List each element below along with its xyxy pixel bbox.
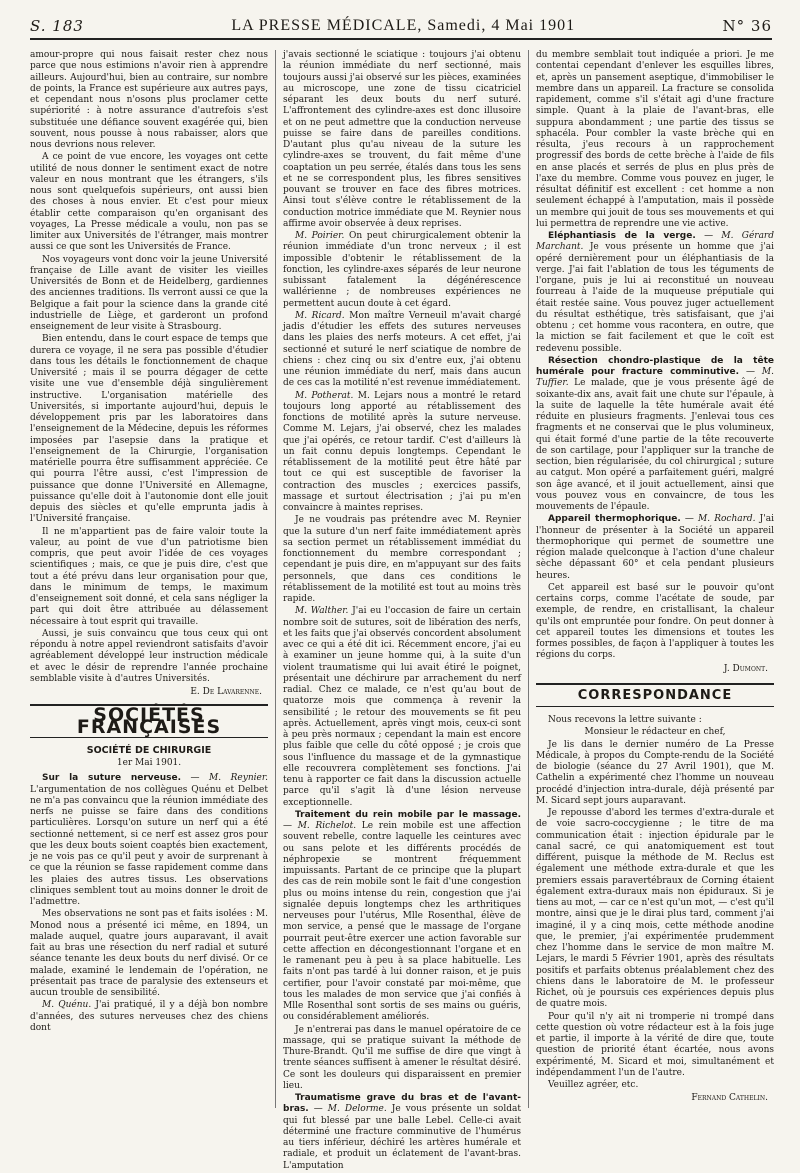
text: J'ai pratiqué, il y a déjà bon nombre d'années, des sutures nerveuses chez des chiens dont [30, 1000, 268, 1033]
author: — M. Delorme. [313, 1104, 387, 1115]
paragraph: Il ne m'appartient pas de faire valoir toute la valeur, au point de vue d'un patriotisme bien compris, que peut avoir l'idée de ces voyages scientifiques ; mais, ce que je puis dire, c'est que tout a été prévu dans leur organisation pour que, dans le minimum de temps, le maximum d'enseignement soit donné, et cela sans négliger la part qui doit être attribuée au délassement nécessaire à tout esprit qui travaille. [30, 526, 268, 627]
salutation: Monsieur le rédacteur en chef, [584, 727, 726, 738]
text: Je vous présente un homme que j'ai opéré dernièrement pour un éléphantiasis de la verge. J'ai fait l'ablation de tous les téguments de l'organe, puis je lui ai reconstitué un nouveau fourreau à l'aide de la muqueuse préputiale qui était restée saine. Vous pouvez juger actuellement du résultat esthétique, très satisfaisant, que j'ai obtenu ; cet homme vous racontera, en outre, que la miction se fait facilement et que le coït est redevenu possible. [536, 242, 774, 354]
topic-heading: Résection chondro-plastique de la tête humérale pour fracture comminutive. [536, 355, 774, 377]
article-signature: J. Dumont. [723, 663, 768, 674]
paragraph: Je ne voudrais pas prétendre avec M. Reynier que la suture d'un nerf faite immédiatement après sa section permet un rétablissement immédiat du fonctionnement du membre correspondant ; cependant je puis dire, en m'appuyant sur des faits personnels, que dans ces conditions le rétablissement de la motilité est tout au moins très rapide. [283, 515, 521, 604]
text: Le rein mobile est une affection souvent rebelle, contre laquelle les ceintures avec ou sans pelote et les différents procédés de néphropexie se montrent fréquemment impuissants. Partant de ce principe que la plupart des cas de rein mobile sont le fait d'une congestion plus ou moins intense du rein, congestion que j'ai signalée depuis longtemps chez les arthritiques nerveuses pour l'utérus, Mlle Rosenthal, élève de mon service, a pensé que le massage de l'organe pourrait peut-être exercer une action favorable sur cette affection en décongestionnant l'organe et en le ramenant peu à peu à sa place habituelle. Les faits n'ont pas tardé à lui donner raison, et je puis certifier, pour l'avoir constaté par moi-même, que tous les malades de mon service que j'ai confiés à Mlle Rosenthal sont sortis de ses mains ou guéris, ou considérablement améliorés. [283, 821, 521, 1023]
section-title: SOCIÉTÉS FRANÇAISES [30, 704, 268, 738]
issue-number: N° 36 [722, 17, 772, 35]
paragraph: Cet appareil est basé sur le pouvoir qu'ont certains corps, comme l'acétate de soude, par exemple, de rendre, en cristallisant, la chaleur qu'ils ont empruntée pour fondre. On peut donner à cet appareil toutes les dimensions et toutes les formes possibles, de façon à l'appliquer à toutes les régions du corps. [536, 582, 774, 661]
paragraph: A ce point de vue encore, les voyages ont cette utilité de nous donner le sentiment exact de notre valeur en nous montrant que les étrangers, s'ils nous sont quelquefois supérieurs, ont aussi bien des choses à nous envier. Et c'est pour mieux établir cette comparaison qu'en organisant des voyages, La Presse médicale a voulu, non pas se limiter aux Universités de l'étranger, mais montrer aussi ce que sont les Universités de France. [30, 152, 268, 253]
paragraph [283, 231, 521, 310]
topic-heading: Traumatisme grave du bras et de l'avant-bras. [283, 1093, 521, 1115]
column-divider [275, 50, 276, 1108]
topic-heading: Traitement du rein mobile par le massage. [295, 809, 521, 820]
correspondence-title: CORRESPONDANCE [536, 683, 774, 707]
text: L'argumentation de nos collègues Quénu et Delbet ne m'a pas convaincu que la réunion immédiate des nerfs ne puisse se faire dans des conditions particulières. Lorsqu'on suture un nerf qui a été sectionné nettement, si ce nerf est assez gros pour que les deux bouts soient coaptés bien exactement, je ne vois pas ce qu'il peut y avoir de surprenant à ce que la réunion se fasse rapidement comme dans les plaies des autres tissus. Les observations cliniques semblent tout au moins donner le droit de l'admettre. [30, 784, 268, 907]
page-header [30, 14, 772, 40]
paragraph [283, 311, 521, 390]
paragraph: Je lis dans le dernier numéro de La Presse Médicale, à propos du Compte-rendu de la Société de biologie (séance du 27 Avril 1901), que M. Cathelin a expérimenté chez l'homme un nouveau procédé d'injection intra-durale, déjà présenté par M. Sicard sept jours auparavant. [536, 739, 774, 806]
paragraph [283, 810, 521, 1024]
paragraph [536, 514, 774, 582]
page-number: S. 183 [30, 17, 84, 35]
session-date: 1er Mai 1901. [116, 758, 182, 768]
author: M. Poirier. [295, 231, 345, 241]
author: M. Potherat. [295, 390, 354, 401]
topic-heading: Sur la suture nerveuse. [42, 773, 182, 784]
paragraph: Mes observations ne sont pas et faits isolées : M. Monod nous a présenté ici même, en 1894, un malade auquel, quatre jours auparavant, il avait fait au bras une résection du nerf radial et suturé séance tenante les deux bouts du nerf divisé. Or ce malade, examiné le lendemain de l'opération, ne présentait pas trace de paralysie des extenseurs et aucun trouble de sensibilité. [30, 909, 268, 998]
author: M. Ricard. [295, 310, 345, 321]
paragraph: Nos voyageurs vont donc voir la jeune Université française de Lille avant de visiter les vieilles Universités de Bonn et de Heidelberg, gardiennes des anciennes traditions. Ils verront aussi ce que la Belgique a fait pour la science dans la grande cité industrielle de Liège, et garderont un profond enseignement de leur visite à Strasbourg. [30, 254, 268, 332]
author: — M. Richelot. [283, 821, 357, 831]
paragraph [283, 606, 521, 809]
text: M. Lejars nous a montré le retard toujours long apporté au rétablissement des fonctions de motilité après la suture nerveuse. Comme M. Lejars, j'ai observé, chez les malades que j'ai opérés, ce retour tardif. C'est d'ailleurs là un fait connu depuis longtemps. Cependant le rétablissement de la motilité peut être hâté par tout ce qui est susceptible de favoriser la contraction des muscles ; exercices passifs, massage et surtout électrisation ; j'ai pu m'en convaincre à maintes reprises. [283, 390, 521, 513]
paragraph: Veuillez agréer, etc. [548, 1080, 639, 1090]
author: M. Walther. [295, 606, 349, 617]
letter-signature: Fernand Cathelin. [691, 1093, 768, 1104]
text: J'ai l'honneur de présenter à la Société un appareil thermophorique qui permet de soumettre une région malade quelconque à l'action d'une chaleur sèche dépassant 60° et cela pendant plusieurs heures. [536, 514, 774, 581]
paragraph: amour-propre qui nous faisait rester chez nous parce que nous estimions n'avoir rien à apprendre ailleurs. Aujourd'hui, bien au contraire, sur nombre de points, la France est supérieure aux autres pays, et cependant nous n'osons plus proclamer cette supériorité : à notre assurance d'autrefois s'est substituée une défiance souvent exagérée qui, bien souvent, nous pousse à nous rabaisser, alors que nous devrions nous relever. [30, 50, 268, 150]
paragraph: Je n'entrerai pas dans le manuel opératoire de ce massage, qui se pratique suivant la méthode de Thure-Brandt. Qu'il me suffise de dire que vingt à trente séances suffisent à amener le résultat désiré. Ce sont les douleurs qui disparaissent en premier lieu. [283, 1024, 521, 1091]
paragraph [283, 1093, 521, 1172]
topic-heading: Appareil thermophorique. [548, 514, 681, 525]
paragraph [283, 391, 521, 515]
article-signature: E. De Lavarenne. [190, 687, 262, 697]
text: Mon maître Verneuil m'avait chargé jadis d'étudier les effets des sutures nerveuses dans les plaies des nerfs moteurs. A cet effet, j'ai sectionné et suturé le nerf sciatique de nombre de chiens : chez cinq ou six d'entre eux, j'ai obtenu une réunion immédiate du nerf, mais dans aucun de ces cas la motilité n'est revenue immédiatement. [283, 310, 521, 389]
topic-heading: Eléphantiasis de la verge. [548, 231, 696, 241]
column-1 [30, 50, 268, 1035]
paragraph [536, 231, 774, 355]
journal-title: LA PRESSE MÉDICALE, Samedi, 4 Mai 1901 [231, 17, 576, 34]
paragraph: j'avais sectionné le sciatique : toujours j'ai obtenu la réunion immédiate du nerf sectionné, mais toujours aussi j'ai observé sur les pièces, examinées au microscope, une zone de tissu cicatriciel séparant les deux bouts du nerf suturé. L'affrontement des cylindre-axes est donc illusoire et on ne peut admettre que la conduction nerveuse puisse se faire dans de pareilles conditions. D'autant plus qu'au niveau de la suture les cylindre-axes se trouvent, du fait même d'une coaptation un peu serrée, étalés dans tous les sens et ne se correspondent plus, les fibres sensitives pouvant se trouver en face des fibres motrices. Ainsi tout s'élève contre le rétablissement de la conduction motrice immédiate que M. Reynier nous affirme avoir observée à deux reprises. [283, 50, 522, 229]
author: — M. Reynier. [190, 773, 268, 784]
paragraph: du membre semblait tout indiquée a priori. Je me contentai cependant d'enlever les esquilles libres, et, après un pansement aseptique, d'immobiliser le membre dans un appareil. La fracture se consolida rapidement, comme s'il s'était agi d'une fracture simple. Quant à la plaie de l'avant-bras, elle suppura abondamment ; une partie des tissus se sphacéla. Pour combler la vaste brèche qui en résulta, j'eus recours à un rapprochement progressif des bords de cette brèche à l'aide de fils en anse placés et serrés de plus en plus près de l'axe du membre. Comme vous pouvez en juger, le résultat définitif est excellent : cet homme a non seulement échappé à l'amputation, mais il possède un membre qui jouit de tous ses mouvements et qui lui permettra de reprendre une vie active. [536, 50, 774, 229]
paragraph: Je repousse d'abord les termes d'extra-durale et de voie sacro-coccygienne ; le titre de ma communication était : injection épidurale par le canal sacré, ce qui anatomiquement est tout différent, puisque la méthode de M. Reclus est également une méthode extra-durale et que les premiers essais paravertébraux de Corning étaient également extra-duraux mais non épiduraux. Si je tiens au mot, — car ce n'est qu'un mot, — c'est qu'il montre, ainsi que je le dirai plus tard, comment j'ai imaginé, il y a cinq mois, cette méthode anodine que, le premier, j'ai expérimentée prudemment chez l'homme dans le service de mon maître M. Lejars, le mardi 5 Février 1901, après des résultats positifs et parfaits obtenus préalablement chez des chiens dans le laboratoire de M. le professeur Richet, où je poursuis ces expériences depuis plus de quatre mois. [536, 808, 774, 1010]
author: M. Quénu. [42, 1000, 92, 1011]
author: — M. Rochard. [684, 514, 756, 525]
text: J'ai eu l'occasion de faire un certain nombre soit de sutures, soit de libération des nerfs, et les faits que j'ai observés concordent absolument avec ce qui a été dit ici. Récemment encore, j'ai eu à examiner un jeune homme qui, à la suite d'un violent traumatisme qui lui avait étiré le poignet, présentait une déchirure par arrachement du nerf radial. Chez ce malade, ce n'est qu'au bout de quatorze mois que commença à revenir la sensibilité ; le retour des mouvements se fit peu après. Actuellement, après vingt mois, ceux-ci sont à peu près normaux ; cependant la main est encore plus faible que celle du côté opposé ; je crois que sous l'influence du massage et de la gymnastique elle recouvrera complètement ses fonctions. J'ai tenu à rapporter ce fait dans la discussion actuelle parce qu'il s'agit là d'une lésion nerveuse exceptionnelle. [283, 606, 521, 808]
society-title: SOCIÉTÉ DE CHIRURGIE [86, 744, 212, 756]
column-2 [283, 50, 521, 1173]
column-3 [536, 50, 774, 1107]
author: — M. Tuffier. [536, 367, 774, 389]
text: Le malade, que je vous présente âgé de soixante-dix ans, avait fait une chute sur l'épaule, à la suite de laquelle la tête humérale avait été réduite en plusieurs fragments. J'enlevai tous ces fragments et ne conservai que le plus volumineux, qui était formé d'une partie de la tête recouverte de son cartilage, pour l'appliquer sur la tranche de section, bien régularisée, du col chirurgical ; suture au catgut. Mon opéré a parfaitement guéri, malgré son âge avancé, et il jouit actuellement, ainsi que vous pouvez vous en convaincre, de tous les mouvements de l'épaule. [536, 378, 774, 512]
column-divider [528, 50, 529, 1108]
paragraph [536, 356, 774, 514]
author: — M. Gérard Marchant. [536, 231, 774, 253]
paragraph: Nous recevons la lettre suivante : [548, 715, 702, 725]
paragraph [30, 1000, 268, 1034]
paragraph: Bien entendu, dans le court espace de temps que durera ce voyage, il ne sera pas possible d'étudier dans tous les détails le fonctionnement de chaque Université ; mais il se pourra dégager de cette visite une vue d'ensemble déjà singulièrement instructive. L'organisation matérielle des Universités, si importante aujourd'hui, depuis le développement pris par les laboratoires dans l'enseignement de la Médecine, depuis les réformes imposées par l'asepsie dans la pratique et l'enseignement de la Chirurgie, l'organisation matérielle pourra être suffisamment appréciée. Ce qui pourra l'être aussi, c'est l'impression de puissance que donne l'Université en Allemagne, puissance qu'elle doit à l'autonomie dont elle jouit depuis des siècles et qu'elle emprunta jadis à l'Université française. [30, 334, 268, 525]
paragraph: Aussi, je suis convaincu que tous ceux qui ont répondu à notre appel reviendront satisfaits d'avoir agréablement développé leur instruction médicale et avec le désir de reprendre l'année prochaine semblable visite à d'autres Universités. [30, 628, 268, 684]
paragraph [30, 773, 268, 908]
paragraph: Pour qu'il n'y ait ni tromperie ni trompé dans cette question où votre rédacteur est à la fois juge et partie, il importe à la vérité de dire que, toute question de priorité étant écartée, nous avons expérimenté, M. Sicard et moi, simultanément et indépendamment l'un de l'autre. [536, 1011, 774, 1078]
text: Je vous présente un soldat qui fut blessé par une balle Lebel. Celle-ci avait déterminé une fracture comminutive de l'humérus au tiers inférieur, déchiré les artères humérale et radiale, et produit un éclatement de l'avant-bras. L'amputation [283, 1104, 521, 1171]
text: On peut chirurgicalement obtenir la réunion immédiate d'un tronc nerveux ; il est impossible d'obtenir le rétablissement de la fonction, les cylindre-axes séparés de leur neurone subissant fatalement la dégénérescence wallérienne ; de nombreuses expériences ne permettent aucun doute à cet égard. [283, 231, 521, 309]
